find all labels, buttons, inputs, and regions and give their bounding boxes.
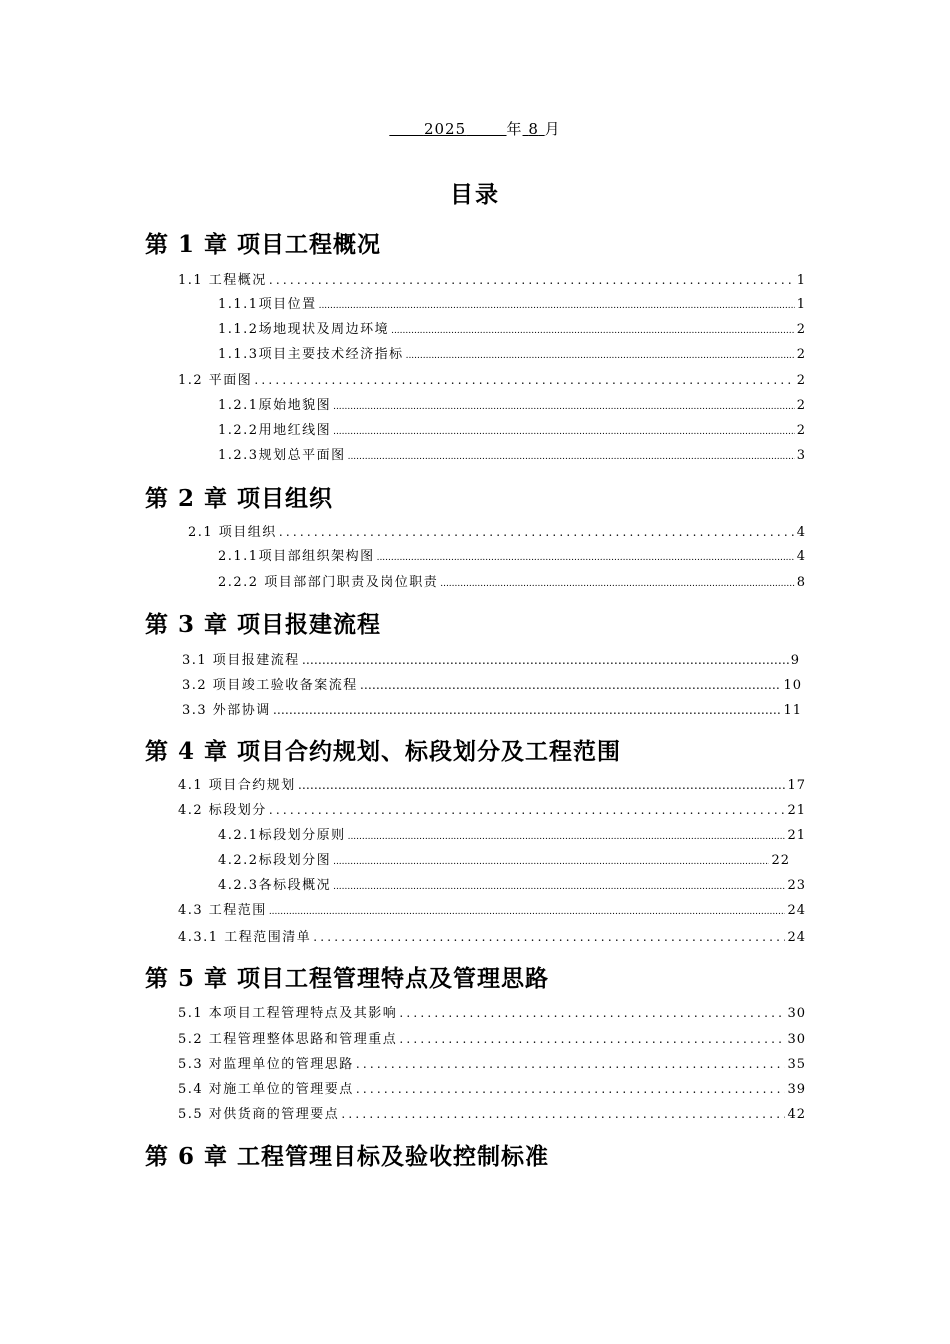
toc-entry[interactable]: 1.1.3项目主要技术经济指标 ..... 2 [218, 345, 806, 365]
chapter-heading[interactable]: 第 3 章 项目报建流程 [145, 611, 382, 638]
toc-entry[interactable]: 2.1.1项目部组织架构图 ..... 4 [218, 547, 806, 567]
toc-entry[interactable]: 4.2.1标段划分原则 ..... 21 [218, 826, 806, 846]
chapter-heading[interactable]: 第 5 章 项目工程管理特点及管理思路 [145, 965, 550, 992]
date-line [0, 118, 950, 139]
chapter-heading[interactable]: 第 1 章 项目工程概况 [145, 231, 382, 258]
toc-entry[interactable]: 4.2.2标段划分图 ..... 22 [218, 851, 790, 871]
date-month: 8 [528, 120, 539, 138]
toc-entry[interactable]: 5.5 对供货商的管理要点 ..... 42 [178, 1104, 806, 1124]
chapter-heading[interactable]: 第 6 章 工程管理目标及验收控制标准 [145, 1143, 550, 1170]
toc-entry[interactable]: 1.1.1项目位置 ..... 1 [218, 295, 806, 315]
toc-entry[interactable]: 3.3 外部协调 ………………………………………………………………………………………………………………………………………………………………………… 11 [182, 700, 802, 720]
toc-entry[interactable]: 3.2 项目竣工验收备案流程 ………………………………………………………………………………………………………………………………………………………………………… 10 [182, 675, 802, 695]
toc-entry[interactable]: 4.3 工程范围 ..... 24 [178, 901, 806, 921]
toc-entry[interactable]: 2.1 项目组织 ..... 4 [188, 522, 806, 542]
toc-entry[interactable]: 1.2 平面图 ..... 2 [178, 370, 806, 390]
toc-entry[interactable]: 1.2.2用地红线图 ..... 2 [218, 421, 806, 441]
toc-entry[interactable]: 5.2 工程管理整体思路和管理重点 ..... 30 [178, 1029, 806, 1049]
date-year: 2025 [423, 120, 467, 138]
toc-entry[interactable]: 4.2 标段划分 ..... 21 [178, 800, 806, 820]
toc-entry[interactable]: 5.1 本项目工程管理特点及其影响 ..... 30 [178, 1003, 806, 1023]
toc-entry[interactable]: 4.3.1 工程范围清单 ..... 24 [178, 927, 806, 947]
toc-entry[interactable]: 5.3 对监理单位的管理思路 ..... 35 [178, 1054, 806, 1074]
toc-entry[interactable]: 3.1 项目报建流程 ………………………………………………………………………………………………………………………………………………………………………… 9 [182, 650, 800, 670]
toc-entry[interactable]: 1.2.1原始地貌图 ..... 2 [218, 396, 806, 416]
chapter-heading[interactable]: 第 2 章 项目组织 [145, 485, 334, 512]
toc-entry[interactable]: 4.1 项目合约规划 ………………………………………………………………………………………………………………………………………………………………………… 17 [178, 775, 806, 795]
date-year-suffix: 年 [506, 120, 523, 138]
toc-entry[interactable]: 5.4 对施工单位的管理要点 ..... 39 [178, 1079, 806, 1099]
toc-entry[interactable]: 2.2.2 项目部部门职责及岗位职责 ..... 8 [218, 573, 806, 593]
toc-entry[interactable]: 1.1 工程概况 ..... 1 [178, 270, 806, 290]
toc-entry[interactable]: 4.2.3各标段概况 ..... 23 [218, 876, 806, 896]
toc-title: 目录 [450, 181, 500, 208]
toc-entry[interactable]: 1.1.2场地现状及周边环境 ..... 2 [218, 320, 806, 340]
toc-entry[interactable]: 1.2.3规划总平面图 ..... 3 [218, 446, 806, 466]
chapter-heading[interactable]: 第 4 章 项目合约规划、标段划分及工程范围 [145, 738, 622, 765]
date-month-suffix: 月 [544, 120, 561, 138]
